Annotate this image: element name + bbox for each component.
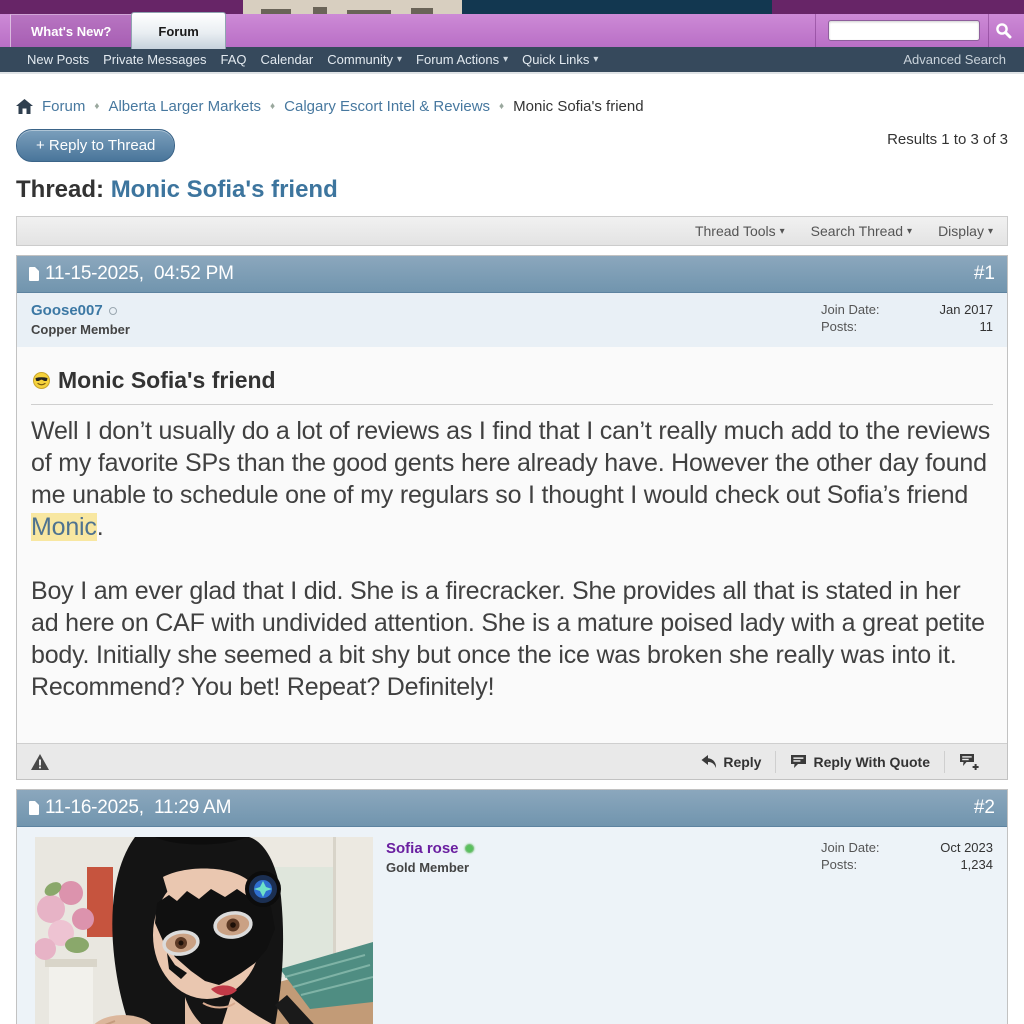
banner-image-fragment-dark — [462, 0, 772, 14]
post-2 — [16, 789, 1008, 1024]
post-1-header — [17, 256, 1007, 293]
search-highlight: Monic — [31, 513, 97, 541]
search-zone — [815, 14, 1024, 47]
search-button[interactable] — [988, 14, 1018, 47]
post-1-user-title: Copper Member — [31, 322, 130, 337]
tab-whats-new-label: What's New? — [31, 23, 112, 39]
page-content — [0, 74, 1024, 1024]
post-1-title: Monic Sofia's friend — [31, 359, 993, 396]
post-1-footer — [17, 743, 1007, 779]
posts-label: Posts: — [821, 857, 858, 872]
post-1 — [16, 255, 1008, 780]
post-2-header — [17, 790, 1007, 827]
masked-woman-avatar-image — [35, 837, 373, 1024]
post-2-username[interactable]: Sofia rose — [386, 840, 459, 857]
breadcrumb-current: Monic Sofia's friend — [513, 98, 644, 115]
nav-private-messages[interactable]: Private Messages — [103, 52, 207, 67]
join-date-label: Join Date: — [821, 840, 880, 855]
post-2-user-stats — [821, 837, 993, 872]
chevron-down-icon: ▾ — [779, 225, 785, 237]
chevron-down-icon: ▾ — [503, 54, 509, 65]
banner-image-fragment — [243, 0, 462, 14]
nav-forum-actions[interactable]: Forum Actions ▾ — [416, 52, 509, 67]
search-input[interactable] — [828, 20, 980, 41]
tab-forum-label: Forum — [158, 23, 199, 39]
post-1-user-info — [17, 293, 1007, 347]
page-title — [16, 176, 1008, 204]
thread-tools-bar — [16, 216, 1008, 246]
breadcrumb-separator-icon: ♦ — [94, 101, 100, 112]
nav-faq[interactable]: FAQ — [220, 52, 247, 67]
post-1-date: 11-15-2025, 04:52 PM — [45, 263, 234, 284]
post-1-body — [17, 347, 1007, 743]
tab-bar — [0, 14, 1024, 47]
home-icon[interactable] — [16, 99, 33, 114]
breadcrumb-calgary-escort-intel[interactable]: Calgary Escort Intel & Reviews — [284, 98, 491, 115]
thread-label: Thread: — [16, 176, 105, 203]
reply-with-quote-button[interactable]: Reply With Quote — [776, 754, 944, 770]
report-post-icon[interactable] — [31, 754, 49, 770]
nav-quick-links[interactable]: Quick Links ▾ — [522, 52, 599, 67]
reply-to-thread-button[interactable]: + Reply to Thread — [16, 129, 175, 162]
post-1-username[interactable]: Goose007 — [31, 302, 103, 319]
join-date-label: Join Date: — [821, 302, 880, 317]
reply-button[interactable]: Reply — [686, 754, 775, 770]
post-2-user-info — [17, 827, 1007, 1024]
chevron-down-icon: ▾ — [593, 54, 599, 65]
breadcrumb-separator-icon: ♦ — [270, 101, 276, 112]
multi-quote-button[interactable] — [945, 753, 993, 770]
chevron-down-icon: ▾ — [987, 225, 993, 237]
nav-new-posts[interactable]: New Posts — [27, 52, 90, 67]
tab-whats-new[interactable] — [10, 14, 131, 47]
post-text-segment: . — [96, 513, 104, 541]
nav-calendar[interactable]: Calendar — [260, 52, 314, 67]
post-icon — [29, 267, 39, 281]
title-divider — [31, 404, 993, 405]
join-date-value: Jan 2017 — [939, 302, 993, 317]
post-text-paragraph: Boy I am ever glad that I did. She is a firecracker. She provides all that is stated in her ad here on CAF with undivided attention. She is a mature poised lady with a great petite body. Initially she seemed a bit shy but once the ice was broken she really was into it. Recommend? You bet! Repeat? Definitely! — [31, 577, 985, 701]
post-2-user-title: Gold Member — [386, 860, 470, 875]
post-2-date: 11-16-2025, 11:29 AM — [45, 797, 232, 818]
results-count: Results 1 to 3 of 3 — [887, 131, 1008, 148]
nav-community[interactable]: Community ▾ — [327, 52, 403, 67]
display-menu[interactable]: Display ▾ — [938, 223, 993, 239]
thread-action-row — [16, 129, 1008, 162]
chevron-down-icon: ▾ — [907, 225, 913, 237]
thread-tools-menu[interactable]: Thread Tools ▾ — [694, 223, 785, 239]
main-navbar — [0, 47, 1024, 72]
posts-value: 1,234 — [960, 857, 993, 872]
search-icon — [995, 22, 1012, 39]
breadcrumb-alberta-larger-markets[interactable]: Alberta Larger Markets — [108, 98, 262, 115]
chevron-down-icon: ▾ — [397, 54, 403, 65]
cool-smiley-icon — [33, 372, 50, 389]
posts-value: 11 — [979, 319, 993, 334]
post-2-number[interactable]: #2 — [973, 797, 995, 818]
avatar[interactable] — [35, 837, 373, 1024]
nav-advanced-search[interactable]: Advanced Search — [903, 52, 1006, 67]
reply-arrow-icon — [700, 754, 717, 769]
multi-quote-icon — [959, 753, 979, 770]
posts-label: Posts: — [821, 319, 858, 334]
breadcrumb-separator-icon: ♦ — [499, 101, 505, 112]
join-date-value: Oct 2023 — [940, 840, 993, 855]
search-thread-menu[interactable]: Search Thread ▾ — [810, 223, 913, 239]
quote-bubble-icon — [790, 754, 807, 769]
post-1-text — [31, 415, 993, 703]
offline-status-icon — [109, 307, 117, 315]
post-1-number[interactable]: #1 — [973, 263, 995, 284]
thread-title-link[interactable]: Monic Sofia's friend — [110, 176, 338, 203]
tabbar-spacer — [226, 14, 815, 47]
post-text-segment: Well I don’t usually do a lot of reviews as I find that I can’t really much add to the reviews of my favorite SPs than the good gents here already have. However the other day found me unable to schedule one of my regulars so I thought I would check out Sofia’s friend — [31, 417, 990, 509]
breadcrumb-forum[interactable]: Forum — [42, 98, 86, 115]
tab-forum[interactable] — [131, 12, 225, 49]
post-1-user-stats — [821, 302, 993, 337]
online-status-icon — [465, 844, 474, 853]
breadcrumb — [16, 98, 1008, 115]
post-icon — [29, 801, 39, 815]
